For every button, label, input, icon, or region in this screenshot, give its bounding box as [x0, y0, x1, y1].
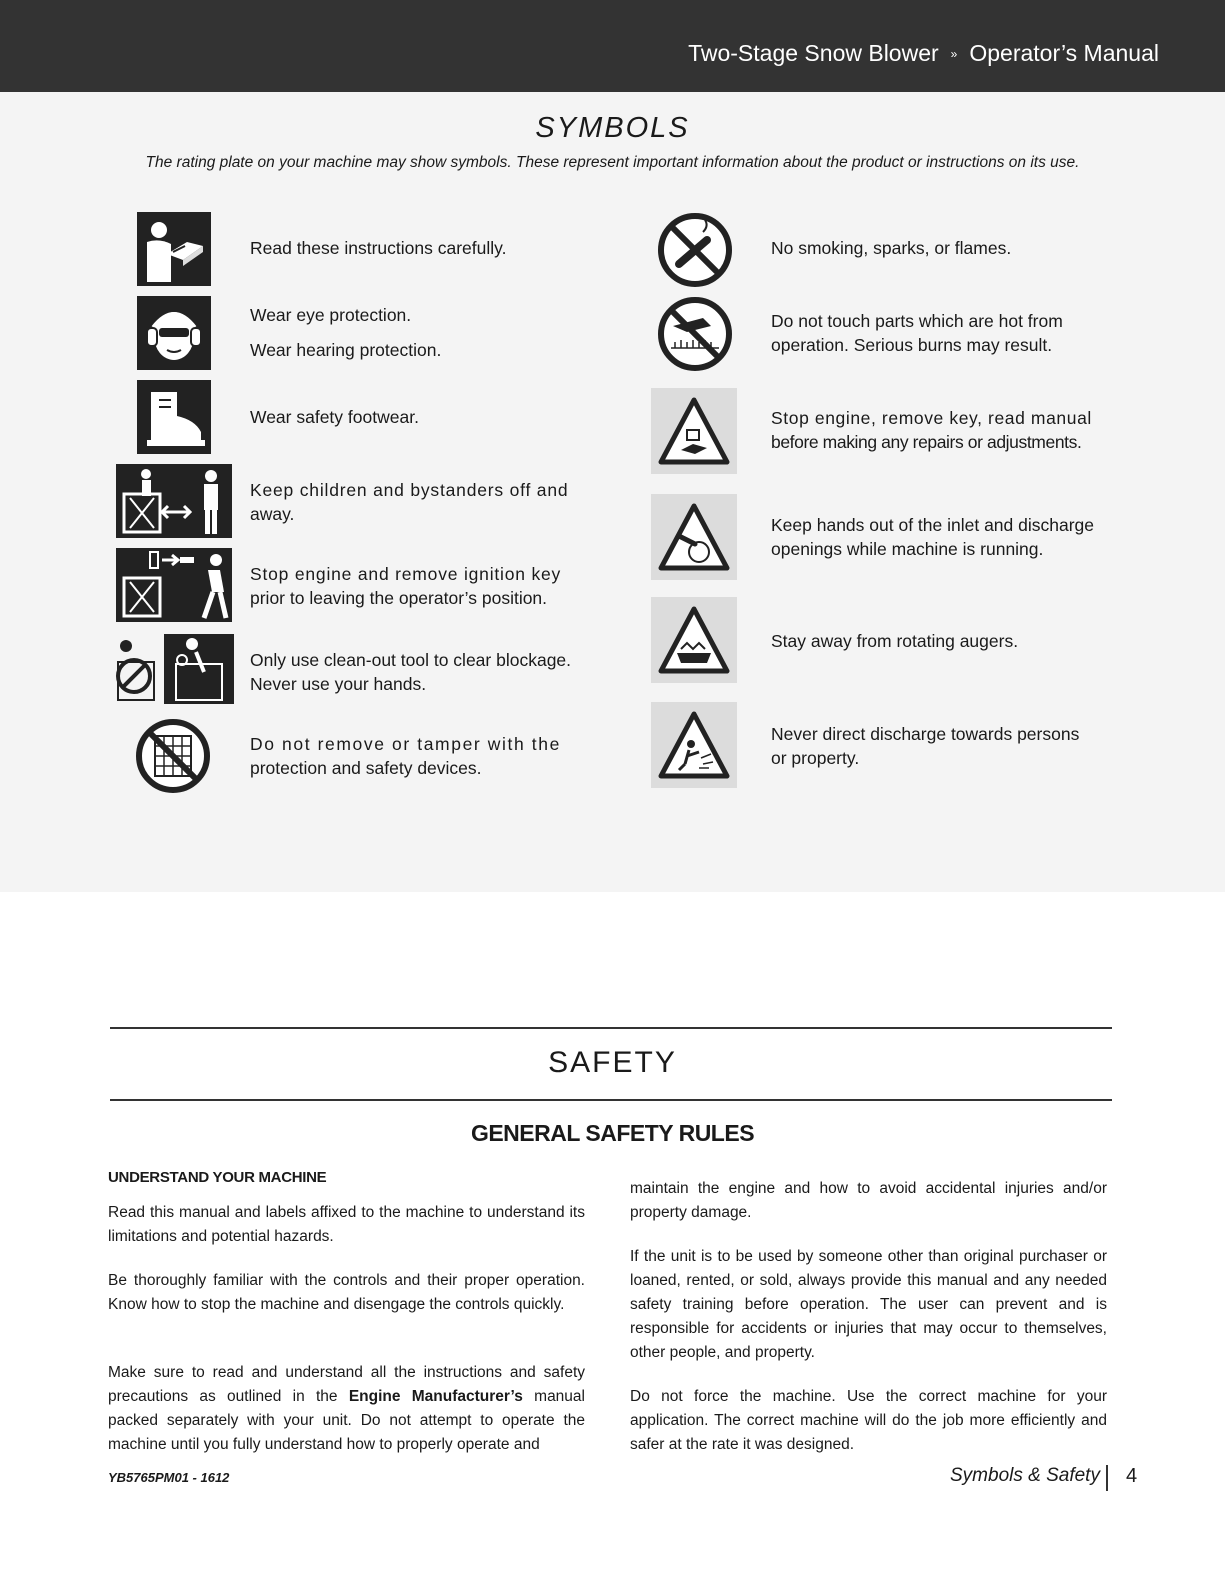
- remove-key-leave-icon: [116, 548, 232, 622]
- engine-manufacturer-bold: Engine Manufacturer’s: [348, 1388, 523, 1405]
- no-smoking-icon: [657, 212, 733, 288]
- discharge-warning-icon: [651, 702, 737, 788]
- paragraph-maintain-engine: maintain the engine and how to avoid accidental injuries and/or property damage.: [630, 1180, 1107, 1221]
- symbols-title: SYMBOLS: [535, 112, 690, 144]
- paragraph-engine-manual: Make sure to read and understand all the instructions and safety precautions as outlined in the Engine Manufacturer’s manual packed separately with your unit. Do not attempt to operate the machine until you fully understand how to properly operate and: [108, 1364, 585, 1453]
- header-product: Two-Stage Snow Blower: [688, 40, 939, 66]
- symbol-text-eye-hearing: Wear eye protection. Wear hearing protection.: [250, 305, 442, 360]
- symbol-text-clean-out: Only use clean-out tool to clear blockage. Never use your hands.: [250, 650, 572, 694]
- symbol-text-discharge: Never direct discharge towards persons or property.: [771, 724, 1080, 768]
- footer-divider: [1106, 1465, 1108, 1491]
- keep-bystanders-away-icon: [116, 464, 232, 538]
- understand-machine-heading: UNDERSTAND YOUR MACHINE: [108, 1169, 327, 1186]
- no-tamper-guard-icon: [135, 718, 211, 794]
- header-manual: Operator’s Manual: [969, 40, 1159, 66]
- safety-boot-icon: [137, 380, 211, 454]
- symbol-text-remove-key: Stop engine and remove ignition key prior to leaving the operator’s position.: [250, 564, 562, 608]
- symbol-text-bystanders: Keep children and bystanders off and away.: [250, 480, 569, 524]
- clean-out-tool-icon: [112, 634, 234, 704]
- symbols-subtitle: The rating plate on your machine may show symbols. These represent important information about the product or instructions on its use.: [145, 154, 1080, 171]
- symbol-text-read-manual: Read these instructions carefully.: [250, 238, 507, 258]
- symbol-text-augers: Stay away from rotating augers.: [771, 631, 1019, 651]
- symbol-text-no-touch-hot: Do not touch parts which are hot from operation. Serious burns may result.: [771, 311, 1063, 355]
- eye-hearing-protection-icon: [137, 296, 211, 370]
- rotating-augers-warning-icon: [651, 597, 737, 683]
- page-number: 4: [1126, 1465, 1138, 1487]
- symbol-text-no-smoking: No smoking, sparks, or flames.: [771, 238, 1012, 258]
- symbol-text-stop-engine-manual: Stop engine, remove key, read manual before making any repairs or adjustments.: [771, 408, 1092, 452]
- safety-bottom-rule: [110, 1099, 1112, 1101]
- hands-out-warning-icon: [651, 494, 737, 580]
- header-title: [688, 40, 1159, 67]
- symbol-text-boot: Wear safety footwear.: [250, 407, 419, 427]
- paragraph-other-user: If the unit is to be used by someone other than original purchaser or loaned, rented, or sold, always provide this manual and any needed safety training before operation. The user can prevent and is responsible for accidents or injuries that may occur to themselves, other people, and property.: [630, 1248, 1107, 1361]
- read-manual-icon: [137, 212, 211, 286]
- paragraph-familiar-controls: Be thoroughly familiar with the controls and their proper operation. Know how to stop the machine and disengage the controls quickly.: [108, 1272, 585, 1313]
- safety-title: SAFETY: [548, 1046, 677, 1079]
- safety-top-rule: [110, 1027, 1112, 1029]
- header-separator: »: [950, 47, 958, 61]
- stop-engine-manual-warning-icon: [651, 388, 737, 474]
- paragraph-read-manual: Read this manual and labels affixed to the machine to understand its limitations and potential hazards.: [108, 1204, 585, 1245]
- document-code: YB5765PM01 - 1612: [108, 1470, 230, 1485]
- general-safety-rules-title: GENERAL SAFETY RULES: [470, 1120, 755, 1146]
- page-header: [0, 0, 1225, 92]
- symbol-text-hands-out: Keep hands out of the inlet and discharge openings while machine is running.: [771, 515, 1095, 559]
- symbol-text-no-tamper: Do not remove or tamper with the protection and safety devices.: [250, 734, 561, 778]
- no-touch-hot-icon: [657, 296, 733, 372]
- footer-section-name: Symbols & Safety: [950, 1465, 1100, 1486]
- paragraph-do-not-force: Do not force the machine. Use the correct machine for your application. The correct machine will do the job more efficiently and safer at the rate it was designed.: [630, 1388, 1107, 1453]
